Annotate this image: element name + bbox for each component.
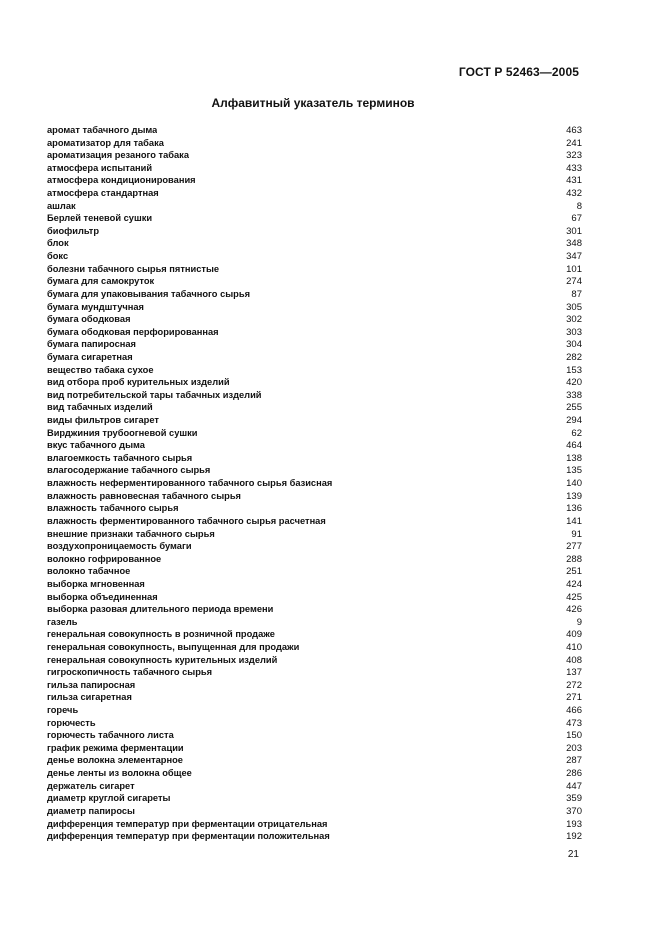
index-term: вид отбора проб курительных изделий [47, 377, 230, 388]
index-term-number: 432 [566, 188, 582, 200]
index-entry [47, 351, 582, 364]
index-entry [47, 427, 582, 440]
index-entry [47, 780, 582, 793]
index-entry [47, 591, 582, 604]
index-entry [47, 553, 582, 566]
index-term-number: 431 [566, 175, 582, 187]
index-entry [47, 742, 582, 755]
index-term-number: 153 [566, 364, 582, 376]
index-entry [47, 578, 582, 591]
index-term: влажность ферментированного табачного сырья расчетная [47, 515, 326, 526]
index-term-number: 348 [566, 238, 582, 250]
index-term-number: 62 [571, 427, 582, 439]
index-term-number: 294 [566, 415, 582, 427]
index-entry [47, 691, 582, 704]
index-term-number: 136 [566, 503, 582, 515]
index-term: диаметр круглой сигареты [47, 793, 171, 804]
index-entry [47, 704, 582, 717]
index-term: генеральная совокупность курительных изделий [47, 654, 278, 665]
index-term-number: 271 [566, 692, 582, 704]
index-term: бумага ободковая [47, 314, 131, 325]
index-entry [47, 263, 582, 276]
index-entry [47, 767, 582, 780]
index-term: гигроскопичность табачного сырья [47, 667, 213, 678]
index-term: атмосфера стандартная [47, 188, 159, 199]
index-term: горючесть табачного листа [47, 730, 174, 741]
index-term-number: 447 [566, 780, 582, 792]
index-term-number: 87 [571, 288, 582, 300]
index-term: ароматизация резаного табака [47, 150, 189, 161]
index-term-number: 150 [566, 730, 582, 742]
index-entry [47, 490, 582, 503]
index-term: атмосфера кондиционирования [47, 175, 196, 186]
index-term: болезни табачного сырья пятнистые [47, 263, 220, 274]
index-term: влажность неферментированного табачного сырья базисная [47, 478, 333, 489]
index-term-number: 141 [566, 515, 582, 527]
index-entry [47, 502, 582, 515]
index-entry [47, 137, 582, 150]
index-term: генеральная совокупность, выпущенная для продажи [47, 641, 300, 652]
index-term: Вирджиния трубоогневой сушки [47, 427, 198, 438]
index-term: воздухопроницаемость бумаги [47, 541, 192, 552]
index-entry [47, 301, 582, 314]
index-entry [47, 237, 582, 250]
index-term-number: 323 [566, 150, 582, 162]
index-entry [47, 717, 582, 730]
index-entry [47, 540, 582, 553]
index-entry [47, 528, 582, 541]
index-term-number: 272 [566, 679, 582, 691]
index-term: биофильтр [47, 225, 100, 236]
index-entry [47, 275, 582, 288]
index-term: выборка разовая длительного периода времени [47, 604, 274, 615]
index-term: генеральная совокупность в розничной продаже [47, 629, 275, 640]
index-term: влажность равновесная табачного сырья [47, 490, 241, 501]
index-term-number: 409 [566, 629, 582, 641]
index-term-number: 338 [566, 389, 582, 401]
index-term: внешние признаки табачного сырья [47, 528, 215, 539]
index-entry [47, 162, 582, 175]
index-entry [47, 174, 582, 187]
index-term-number: 137 [566, 667, 582, 679]
index-term-number: 426 [566, 604, 582, 616]
index-term: волокно гофрированное [47, 553, 162, 564]
index-term: дифференция температур при ферментации положительная [47, 831, 330, 842]
index-term: вид табачных изделий [47, 402, 153, 413]
page-number: 21 [567, 849, 579, 860]
index-term: горючесть [47, 717, 96, 728]
index-term-number: 425 [566, 591, 582, 603]
index-entry [47, 288, 582, 301]
index-term: влагосодержание табачного сырья [47, 465, 211, 476]
index-term-number: 135 [566, 465, 582, 477]
index-entry [47, 187, 582, 200]
index-entry [47, 654, 582, 667]
index-entry [47, 729, 582, 742]
index-term: аромат табачного дыма [47, 125, 158, 135]
index-entry [47, 326, 582, 339]
index-entry [47, 401, 582, 414]
index-term-number: 193 [566, 818, 582, 830]
index-term-number: 101 [566, 263, 582, 275]
index-term: денье волокна элементарное [47, 755, 183, 766]
index-entry [47, 376, 582, 389]
index-term: атмосфера испытаний [47, 162, 153, 173]
index-term: график режима ферментации [47, 742, 184, 753]
index-entry [47, 830, 582, 843]
index-entry [47, 805, 582, 818]
index-term-number: 370 [566, 805, 582, 817]
index-entry [47, 603, 582, 616]
index-term-number: 255 [566, 402, 582, 414]
index-term: волокно табачное [47, 566, 131, 577]
index-entry [47, 338, 582, 351]
index-term-number: 67 [571, 213, 582, 225]
index-term-number: 203 [566, 742, 582, 754]
index-entry [47, 149, 582, 162]
index-term-number: 91 [571, 528, 582, 540]
index-term-number: 433 [566, 162, 582, 174]
index-term-number: 282 [566, 351, 582, 363]
index-term: диаметр папиросы [47, 805, 135, 816]
index-entry [47, 754, 582, 767]
index-term: ашлак [47, 200, 76, 211]
index-term-number: 192 [566, 831, 582, 843]
index-entry [47, 200, 582, 213]
index-entry [47, 212, 582, 225]
index-term-number: 241 [566, 137, 582, 149]
index-entry [47, 641, 582, 654]
index-term-number: 303 [566, 326, 582, 338]
index-term: виды фильтров сигарет [47, 415, 159, 426]
index-entry [47, 792, 582, 805]
index-term: выборка мгновенная [47, 578, 145, 589]
index-term: гильза сигаретная [47, 692, 132, 703]
index-term-number: 9 [576, 616, 582, 628]
index-entry [47, 666, 582, 679]
index-term-number: 473 [566, 717, 582, 729]
index-term: газель [47, 616, 78, 627]
index-term-number: 138 [566, 452, 582, 464]
index-entry [47, 565, 582, 578]
index-term-number: 347 [566, 251, 582, 263]
index-term: выборка объединенная [47, 591, 158, 602]
index-entry [47, 225, 582, 238]
index-term: бумага папиросная [47, 339, 136, 350]
index-term-number: 139 [566, 490, 582, 502]
index-term: бумага для самокруток [47, 276, 155, 287]
index-term-number: 251 [566, 566, 582, 578]
index-term-number: 286 [566, 768, 582, 780]
index-entry [47, 818, 582, 831]
index-term: бумага мундштучная [47, 301, 144, 312]
index-term-number: 359 [566, 793, 582, 805]
index-term: вид потребительской тары табачных изделий [47, 389, 262, 400]
index-term: гильза папиросная [47, 679, 136, 690]
index-term-number: 287 [566, 755, 582, 767]
index-entry [47, 414, 582, 427]
index-term-number: 301 [566, 225, 582, 237]
index-entry [47, 124, 582, 137]
index-term: бумага для упаковывания табачного сырья [47, 288, 250, 299]
index-term: ароматизатор для табака [47, 137, 164, 148]
index-term: влажность табачного сырья [47, 503, 179, 514]
index-entry [47, 464, 582, 477]
index-term-number: 277 [566, 541, 582, 553]
index-entry [47, 515, 582, 528]
index-term-number: 420 [566, 377, 582, 389]
index-term-number: 466 [566, 705, 582, 717]
index-term: дифференция температур при ферментации отрицательная [47, 818, 328, 829]
index-term-number: 288 [566, 553, 582, 565]
index-term: бокс [47, 251, 69, 262]
index-entry [47, 364, 582, 377]
index-term: держатель сигарет [47, 780, 135, 791]
index-term: денье ленты из волокна общее [47, 768, 192, 779]
page-title: Алфавитный указатель терминов [211, 96, 415, 110]
index-term: Берлей теневой сушки [47, 213, 153, 224]
index-term: горечь [47, 705, 79, 716]
index-term-number: 463 [566, 125, 582, 136]
index-term-number: 424 [566, 578, 582, 590]
index-term: вкус табачного дыма [47, 440, 145, 451]
index-entry [47, 389, 582, 402]
index-term: бумага сигаретная [47, 351, 133, 362]
index-term-number: 408 [566, 654, 582, 666]
index-entry [47, 628, 582, 641]
index-entry [47, 313, 582, 326]
index-entry [47, 679, 582, 692]
index-term-number: 304 [566, 339, 582, 351]
index-term-number: 464 [566, 440, 582, 452]
index-entry [47, 477, 582, 490]
index-term-number: 410 [566, 641, 582, 653]
index-term-number: 305 [566, 301, 582, 313]
index-entry [47, 439, 582, 452]
index-term: вещество табака сухое [47, 364, 154, 375]
index-term-number: 274 [566, 276, 582, 288]
index-entry [47, 250, 582, 263]
index-term: блок [47, 238, 69, 249]
term-index-list [47, 124, 582, 843]
index-term-number: 302 [566, 314, 582, 326]
index-term-number: 8 [576, 200, 582, 212]
standard-code: ГОСТ Р 52463—2005 [458, 65, 579, 79]
index-entry [47, 452, 582, 465]
index-term-number: 140 [566, 478, 582, 490]
index-entry [47, 616, 582, 629]
index-term: бумага ободковая перфорированная [47, 326, 219, 337]
index-term: влагоемкость табачного сырья [47, 452, 193, 463]
